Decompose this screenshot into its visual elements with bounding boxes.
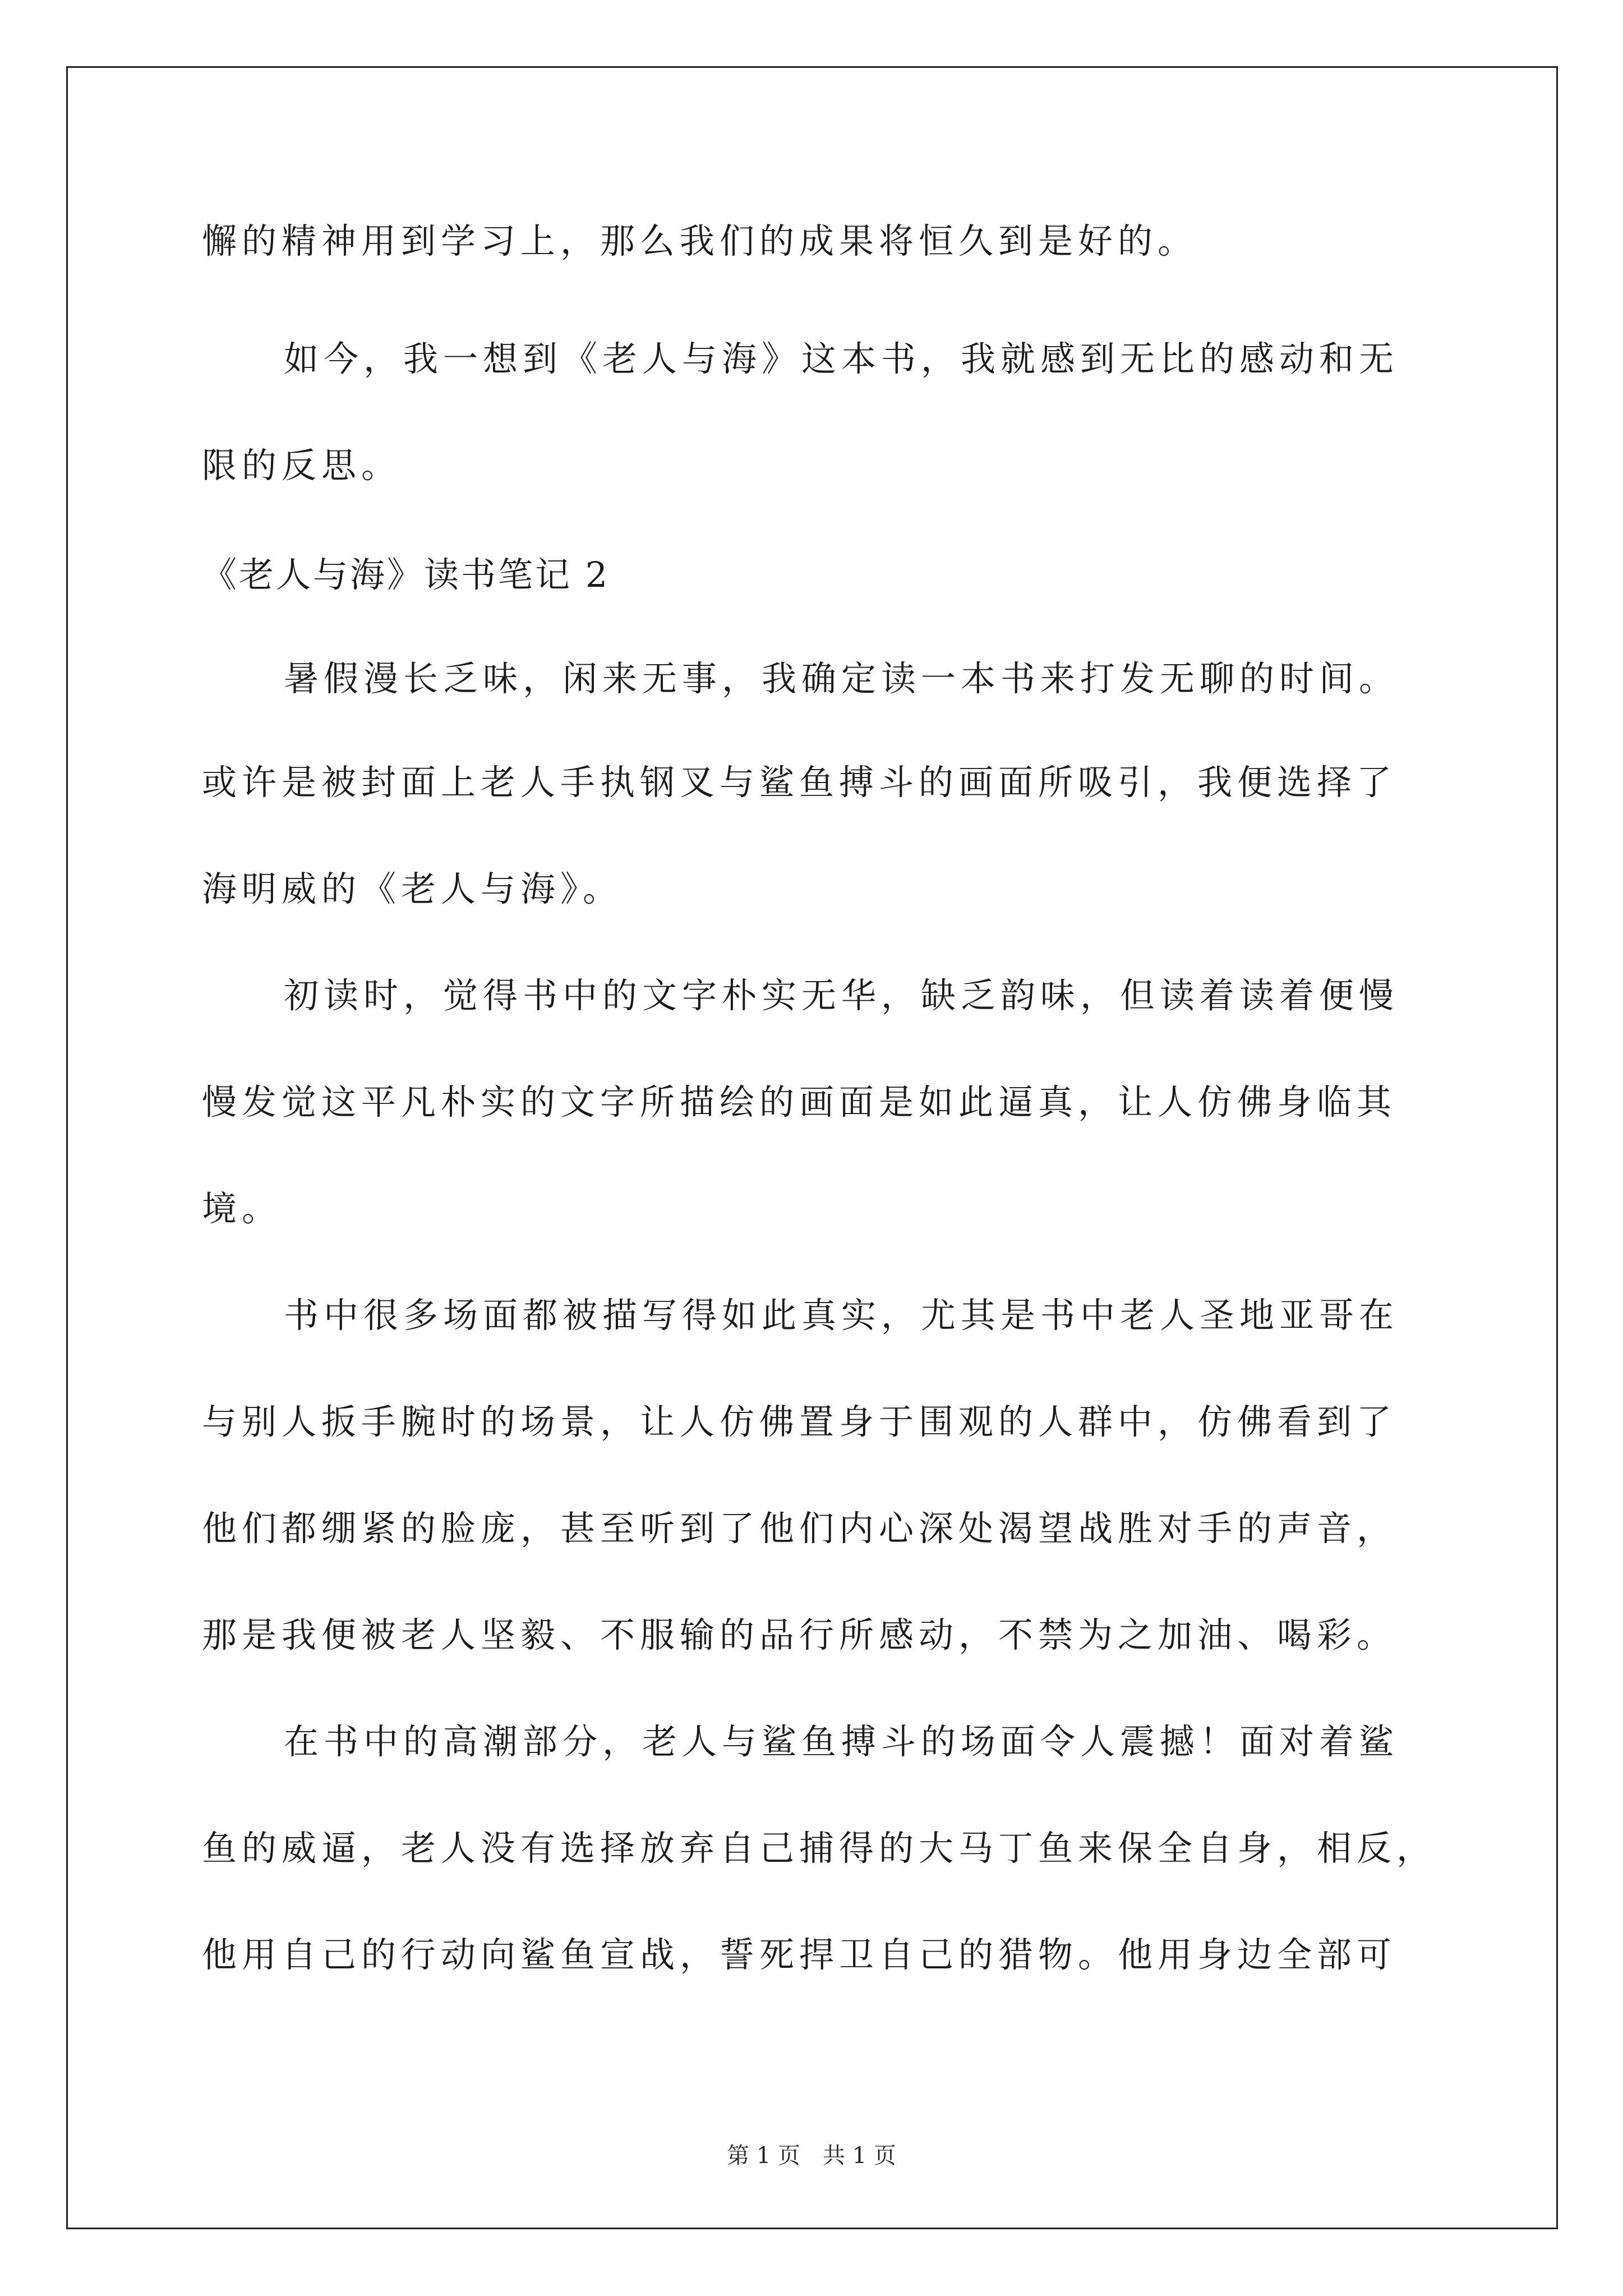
paragraph-line: 他用自己的行动向鲨鱼宣战，誓死捍卫自己的猎物。他用身边全部可 bbox=[202, 1934, 1397, 1975]
page-footer: 第 1 页 共 1 页 bbox=[727, 2143, 896, 2169]
paragraph-line: 书中很多场面都被描写得如此真实，尤其是书中老人圣地亚哥在 bbox=[284, 1295, 1399, 1336]
paragraph-line: 鱼的威逼，老人没有选择放弃自己捕得的大马丁鱼来保全自身，相反， bbox=[202, 1828, 1437, 1869]
paragraph-line: 暑假漫长乏味，闲来无事，我确定读一本书来打发无聊的时间。 bbox=[284, 658, 1399, 699]
page-border bbox=[66, 66, 1558, 2229]
paragraph-line: 懈的精神用到学习上，那么我们的成果将恒久到是好的。 bbox=[202, 220, 1198, 261]
paragraph-line: 初读时，觉得书中的文字朴实无华，缺乏韵味，但读着读着便慢 bbox=[284, 975, 1399, 1016]
paragraph-line: 如今，我一想到《老人与海》这本书，我就感到无比的感动和无 bbox=[284, 338, 1399, 379]
paragraph-line: 海明威的《老人与海》。 bbox=[202, 868, 623, 909]
paragraph-line: 限的反思。 bbox=[202, 445, 402, 486]
paragraph-line: 慢发觉这平凡朴实的文字所描绘的画面是如此逼真，让人仿佛身临其 bbox=[202, 1082, 1397, 1122]
paragraph-line: 境。 bbox=[202, 1188, 282, 1229]
paragraph-line: 在书中的高潮部分，老人与鲨鱼搏斗的场面令人震撼！面对着鲨 bbox=[284, 1721, 1399, 1762]
paragraph-line: 那是我便被老人坚毅、不服输的品行所感动，不禁为之加油、喝彩。 bbox=[202, 1614, 1397, 1655]
paragraph-line: 他们都绷紧的脸庞，甚至听到了他们内心深处渴望战胜对手的声音， bbox=[202, 1508, 1397, 1549]
paragraph-line: 或许是被封面上老人手执钢叉与鲨鱼搏斗的画面所吸引，我便选择了 bbox=[202, 762, 1397, 803]
section-heading: 《老人与海》读书笔记 2 bbox=[202, 554, 610, 595]
paragraph-line: 与别人扳手腕时的场景，让人仿佛置身于围观的人群中，仿佛看到了 bbox=[202, 1401, 1397, 1442]
